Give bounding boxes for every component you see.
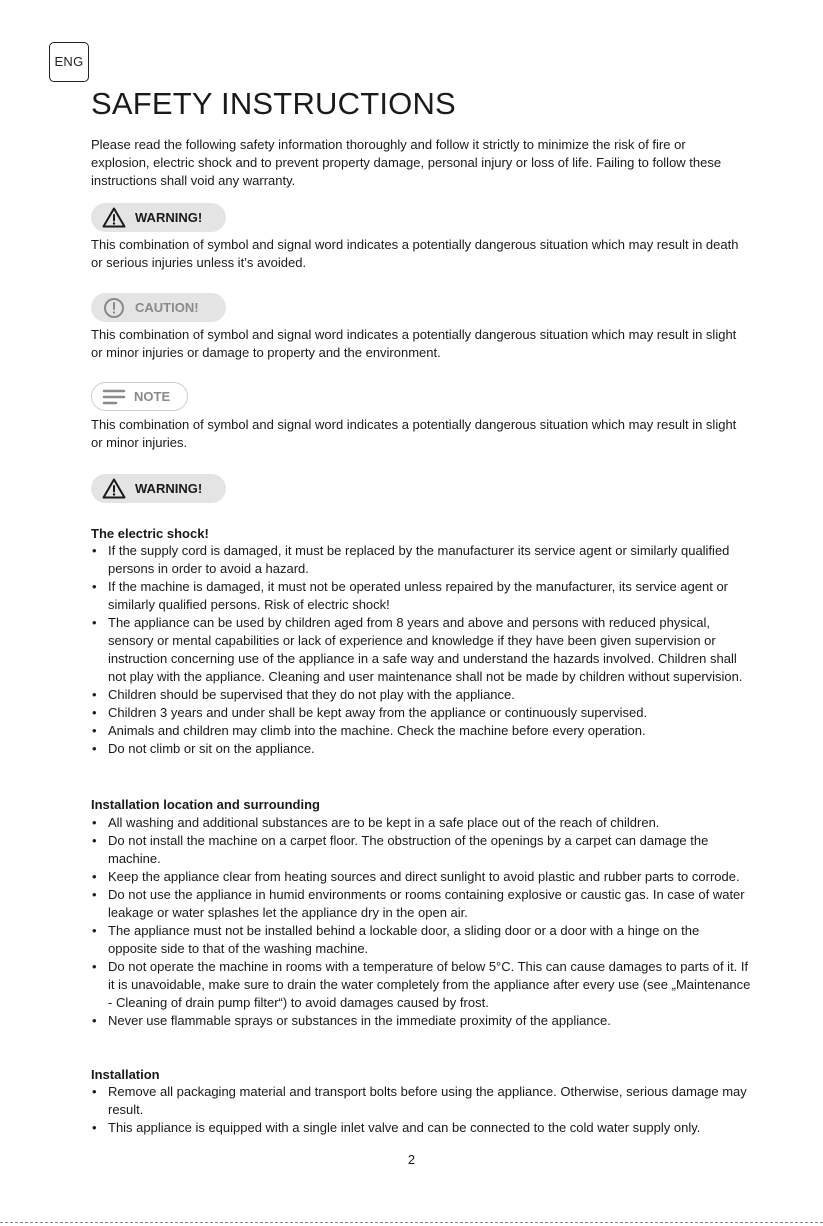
section-heading-installation: Installation [91,1067,160,1082]
warning-description: This combination of symbol and signal word indicates a potentially dangerous situation which may result in death or serious injuries unless it’s avoided. [91,237,739,270]
caution-description: This combination of symbol and signal word indicates a potentially dangerous situation which may result in slight or minor injuries or damage to property and the environment. [91,327,737,360]
page-number: 2 [407,1152,416,1167]
list-item: • Animals and children may climb into the machine. Check the machine before every operation. [91,722,751,740]
list-item: • If the machine is damaged, it must not be operated unless repaired by the manufacturer, its service agent or similarly qualified persons. Risk of electric shock! [91,578,751,614]
list-item: • Children 3 years and under shall be kept away from the appliance or continuously supervised. [91,704,751,722]
list-item: • Keep the appliance clear from heating sources and direct sunlight to avoid plastic and rubber parts to corrode. [91,868,751,886]
list-item: • If the supply cord is damaged, it must be replaced by the manufacturer its service agent or similarly qualified persons in order to avoid a hazard. [91,542,751,578]
list-item: • Children should be supervised that they do not play with the appliance. [91,686,751,704]
intro-paragraph: Please read the following safety information thoroughly and follow it strictly to minimize the risk of fire or explosion, electric shock and to prevent property damage, personal injury or loss of life. Failing to follow these instructions shall void any warranty. [91,137,722,188]
warning-badge-label: WARNING! [135,480,203,496]
exclamation-circle-icon [101,297,127,319]
warning-badge-2 [91,474,226,503]
note-badge [91,382,188,411]
warning-triangle-icon [101,478,127,500]
warning-badge [91,203,226,232]
list-item: • All washing and additional substances are to be kept in a safe place out of the reach of children. [91,814,751,832]
note-description: This combination of symbol and signal word indicates a potentially dangerous situation which may result in slight or minor injuries. [91,417,737,450]
list-item: • Do not use the appliance in humid environments or rooms containing explosive or caustic gas. In case of water leakage or water splashes let the appliance dry in the open air. [91,886,751,922]
warning-triangle-icon [101,207,127,229]
lines-icon [102,386,126,408]
list-item: • Never use flammable sprays or substances in the immediate proximity of the appliance. [91,1012,751,1030]
list-item: • Do not install the machine on a carpet floor. The obstruction of the openings by a carpet can damage the machine. [91,832,751,868]
list-item: • Remove all packaging material and transport bolts before using the appliance. Otherwise, serious damage may result. [91,1083,751,1119]
note-badge-label: NOTE [134,388,171,404]
warning-badge-label: WARNING! [135,209,203,225]
list-item: • The appliance can be used by children aged from 8 years and above and persons with reduced physical, sensory or mental capabilities or lack of experience and knowledge if they have been given supervision or instruction concerning use of the appliance in a safe way and understand the hazards involved. Children shall not play with the appliance. Cleaning and user maintenance shall not be made by children without supervision. [91,614,751,686]
list-item: • The appliance must not be installed behind a lockable door, a sliding door or a door with a hinge on the opposite side to that of the washing machine. [91,922,751,958]
list-item: • Do not climb or sit on the appliance. [91,740,751,758]
list-item: • Do not operate the machine in rooms with a temperature of below 5°C. This can cause damages to parts of it. If it is unavoidable, make sure to drain the water completely from the appliance after every use (see „Maintenance - Cleaning of drain pump filter“) to avoid damages caused by frost. [91,958,751,1012]
section-heading-installation-location: Installation location and surrounding [91,797,320,812]
page-title: SAFETY INSTRUCTIONS [91,86,456,121]
language-tab: ENG [49,42,89,82]
list-item: • This appliance is equipped with a single inlet valve and can be connected to the cold water supply only. [91,1119,751,1137]
section-heading-electric-shock: The electric shock! [91,526,209,541]
electric-shock-list [91,542,751,758]
installation-location-list [91,814,751,1030]
caution-badge-label: CAUTION! [135,299,199,315]
crop-line [0,1222,823,1223]
installation-list [91,1083,751,1137]
caution-badge [91,293,226,322]
